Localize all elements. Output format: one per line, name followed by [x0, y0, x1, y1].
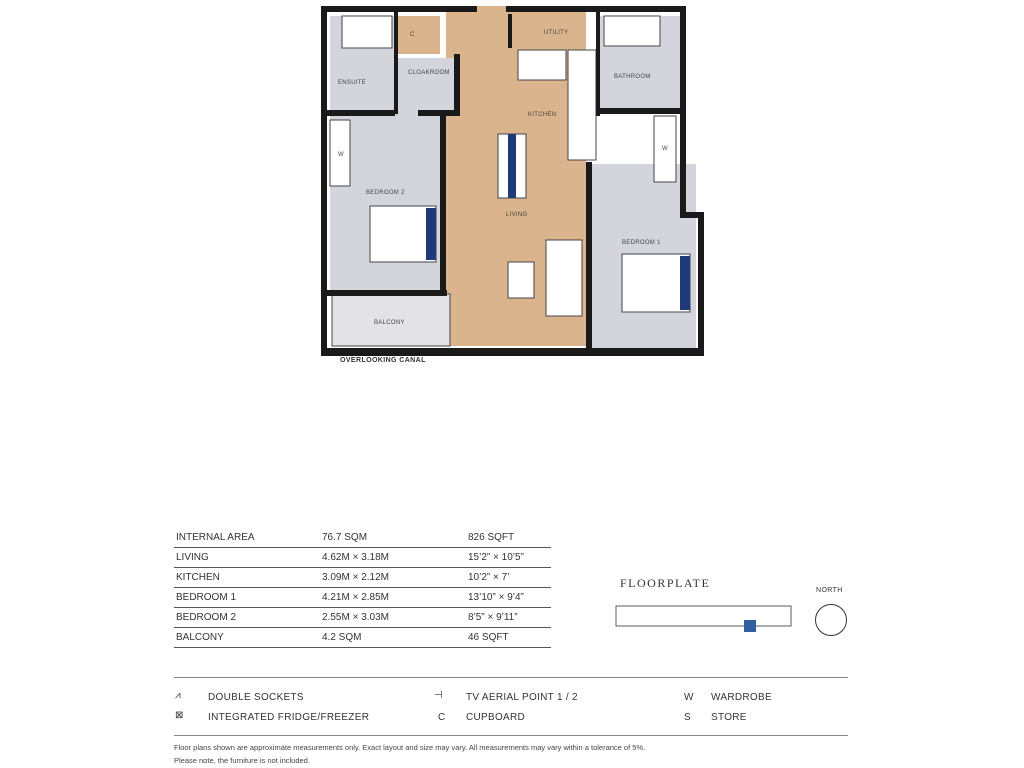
dimension-row — [174, 608, 551, 628]
floorplate-title: FLOORPLATE — [620, 576, 711, 590]
sofa — [546, 240, 582, 316]
wardrobe-icon: W — [684, 692, 694, 703]
dimensions-body — [174, 528, 551, 648]
disclaimer-line-1: Floor plans shown are approximate measurements only. Exact layout and size may vary. All measurements may vary within a tolerance of 5%. — [174, 743, 646, 752]
bed-1 — [622, 254, 690, 312]
north-label: NORTH — [816, 587, 843, 594]
dimensions-table — [174, 528, 551, 648]
room-label-bedroom1: BEDROOM 1 — [622, 240, 661, 246]
dimension-imperial: 46 SQFT — [466, 628, 551, 648]
dimension-imperial: 15’2” × 10’5” — [466, 548, 551, 568]
legend-divider-top — [174, 677, 848, 678]
bed-1-pillow — [680, 256, 690, 310]
store-icon: S — [684, 712, 691, 723]
legend-cupboard: CUPBOARD — [466, 712, 526, 723]
dimension-metric: 3.09M × 2.12M — [320, 568, 466, 588]
bathtub-bathroom — [604, 16, 660, 46]
coffee-table — [508, 262, 534, 298]
cloakroom-area — [398, 58, 454, 114]
room-label-ensuite: ENSUITE — [338, 80, 367, 86]
dimension-row — [174, 568, 551, 588]
north-arrow-icon — [815, 604, 847, 636]
dimension-room: LIVING — [174, 548, 320, 568]
dimension-imperial: 826 SQFT — [466, 528, 551, 548]
room-label-living: LIVING — [506, 212, 528, 218]
room-label-c: C — [410, 32, 415, 38]
tv-aerial-icon: ⊣ — [434, 690, 443, 701]
dimension-metric: 4.2 SQM — [320, 628, 466, 648]
dimension-room: BEDROOM 2 — [174, 608, 320, 628]
legend-double-sockets: DOUBLE SOCKETS — [208, 692, 304, 703]
legend-wardrobe: WARDROBE — [711, 692, 772, 703]
room-label-utility: UTILITY — [544, 30, 569, 36]
cupboard-icon: C — [438, 712, 446, 723]
disclaimer — [174, 741, 645, 767]
dimension-row — [174, 548, 551, 568]
dimension-metric: 4.62M × 3.18M — [320, 548, 466, 568]
room-label-cloakroom: CLOAKROOM — [408, 70, 450, 76]
dimension-metric: 76.7 SQM — [320, 528, 466, 548]
room-label-bedroom2: BEDROOM 2 — [366, 190, 405, 196]
dimension-metric: 2.55M × 3.03M — [320, 608, 466, 628]
dimension-room: KITCHEN — [174, 568, 320, 588]
room-label-wardrobe-left: W — [338, 152, 344, 158]
dimension-room: BALCONY — [174, 628, 320, 648]
legend-fridge-freezer: INTEGRATED FRIDGE/FREEZER — [208, 712, 370, 723]
dimension-row — [174, 588, 551, 608]
dimension-room: BEDROOM 1 — [174, 588, 320, 608]
bathtub-ensuite — [342, 16, 392, 48]
legend-store: STORE — [711, 712, 747, 723]
room-label-wardrobe-right: W — [662, 146, 668, 152]
plan-caption: OVERLOOKING CANAL — [340, 357, 426, 364]
double-sockets-icon: ⩘ — [175, 690, 181, 701]
table-runner — [508, 134, 516, 198]
legend-tv-aerial: TV AERIAL POINT 1 / 2 — [466, 692, 578, 703]
kitchen-counter — [518, 50, 566, 80]
legend-divider-bottom — [174, 735, 848, 736]
dimension-imperial: 10’2” × 7’ — [466, 568, 551, 588]
dimension-row — [174, 528, 551, 548]
room-label-balcony: BALCONY — [374, 320, 405, 326]
dimension-metric: 4.21M × 2.85M — [320, 588, 466, 608]
floorplate-diagram — [614, 598, 794, 638]
dimension-imperial: 13’10” × 9’4” — [466, 588, 551, 608]
fridge-freezer-icon: ⊠ — [175, 710, 184, 721]
kitchen-hob — [568, 50, 596, 160]
c-cupboard-area — [398, 16, 440, 54]
dimension-row — [174, 628, 551, 648]
room-label-kitchen: KITCHEN — [528, 112, 557, 118]
dimension-imperial: 8’5” × 9’11” — [466, 608, 551, 628]
floor-plan — [318, 4, 708, 360]
room-label-bathroom: BATHROOM — [614, 74, 651, 80]
bed-2-pillow — [426, 208, 436, 260]
disclaimer-line-2: Please note, the furniture is not included. — [174, 756, 310, 765]
dimension-room: INTERNAL AREA — [174, 528, 320, 548]
